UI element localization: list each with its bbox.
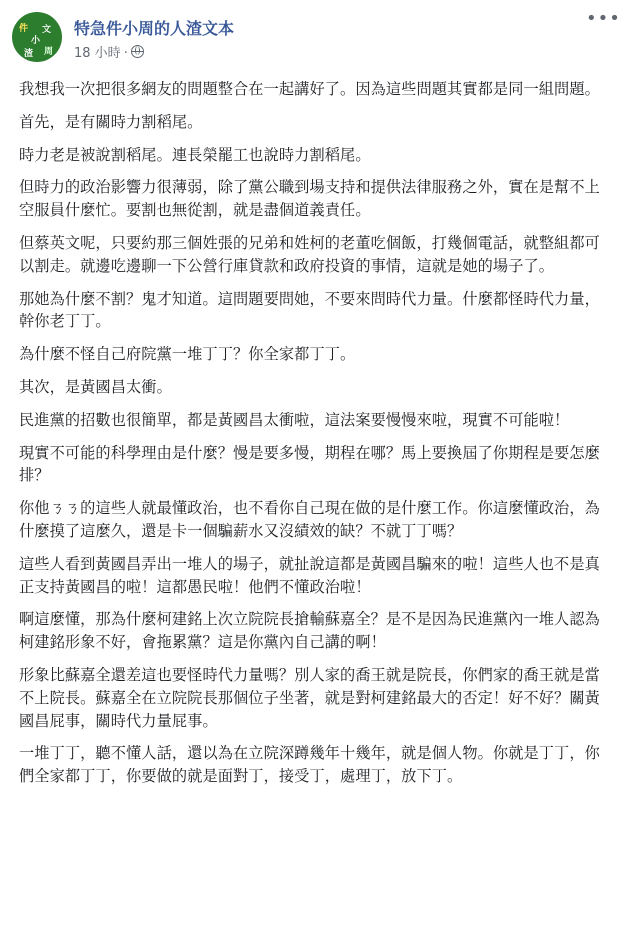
more-horizontal-icon: ••• bbox=[586, 8, 621, 29]
page-name-link[interactable]: 特急件小周的人渣文本 bbox=[74, 19, 235, 38]
post-paragraph: 但蔡英文呢，只要約那三個姓張的兄弟和姓柯的老董吃個飯，打幾個電話，就整組都可以割走。就邊吃邊聊一下公營行庫貸款和政府投資的事情，這就是她的場子了。 bbox=[19, 233, 600, 275]
avatar-glyph: 渣 bbox=[24, 49, 34, 59]
post-header bbox=[12, 8, 621, 64]
post-paragraph: 那她為什麼不割？鬼才知道。這問題要問她，不要來問時代力量。什麼都怪時代力量，幹你老丁丁。 bbox=[19, 289, 600, 331]
post-paragraph: 現實不可能的科學理由是什麼？慢是要多慢，期程在哪？馬上要換屆了你期程是要怎麼排？ bbox=[19, 443, 600, 485]
post-paragraph: 首先，是有關時力割稻尾。 bbox=[19, 112, 203, 131]
post-paragraph: 形象比蘇嘉全還差這也要怪時代力量嗎？別人家的喬王就是院長，你們家的喬王就是當不上院長。蘇嘉全在立院院長那個位子坐著，就是對柯建銘最大的否定！好不好？關黃國昌屁事，關時代力量屁事。 bbox=[19, 665, 600, 730]
post-paragraph: 你他ㄋㄋ的這些人就最懂政治，也不看你自己現在做的是什麼工作。你這麼懂政治，為什麼摸了這麼久，還是卡一個騙薪水又沒績效的缺？不就丁丁嗎？ bbox=[19, 499, 600, 540]
post-paragraph: 民進黨的招數也很簡單，都是黃國昌太衝啦，這法案要慢慢來啦，現實不可能啦！ bbox=[19, 410, 570, 429]
more-options-button[interactable] bbox=[586, 8, 621, 32]
post-paragraph: 這些人看到黃國昌弄出一堆人的場子，就扯說這都是黃國昌騙來的啦！這些人也不是真正支持黃國昌的啦！這都愚民啦！他們不懂政治啦！ bbox=[19, 554, 600, 596]
post-paragraph: 我想我一次把很多網友的問題整合在一起講好了。因為這些問題其實都是同一組問題。 bbox=[19, 80, 600, 98]
post-body bbox=[19, 78, 613, 798]
avatar-glyph: 件 bbox=[19, 24, 29, 34]
post-timestamp[interactable]: 18 小時 bbox=[74, 46, 121, 61]
avatar-glyph: 周 bbox=[44, 47, 54, 57]
post-paragraph: 一堆丁丁，聽不懂人話，還以為在立院深蹲幾年十幾年，就是個人物。你就是丁丁，你們全家都丁丁，你要做的就是面對丁，接受丁，處理丁，放下丁。 bbox=[19, 744, 600, 786]
post-paragraph: 時力老是被說割稻尾。連長榮罷工也說時力割稻尾。 bbox=[19, 145, 371, 164]
page-avatar[interactable] bbox=[12, 12, 62, 62]
post-paragraph: 其次，是黃國昌太衝。 bbox=[19, 377, 172, 396]
meta-separator: · bbox=[123, 46, 128, 61]
post-meta bbox=[74, 42, 144, 61]
post-paragraph: 啊這麼懂，那為什麼柯建銘上次立院院長搶輸蘇嘉全？是不是因為民進黨內一堆人認為柯建銘形象不好，會拖累黨？這是你黨內自己講的啊！ bbox=[19, 610, 600, 652]
post-paragraph: 但時力的政治影響力很薄弱，除了黨公職到場支持和提供法律服務之外，實在是幫不上空服員什麼忙。要割也無從割，就是盡個道義責任。 bbox=[19, 178, 600, 220]
avatar-glyph: 文 bbox=[42, 25, 52, 35]
globe-icon[interactable] bbox=[131, 45, 144, 58]
post-paragraph: 為什麼不怪自己府院黨一堆丁丁？你全家都丁丁。 bbox=[19, 345, 356, 364]
avatar-glyph: 小 bbox=[31, 36, 41, 46]
